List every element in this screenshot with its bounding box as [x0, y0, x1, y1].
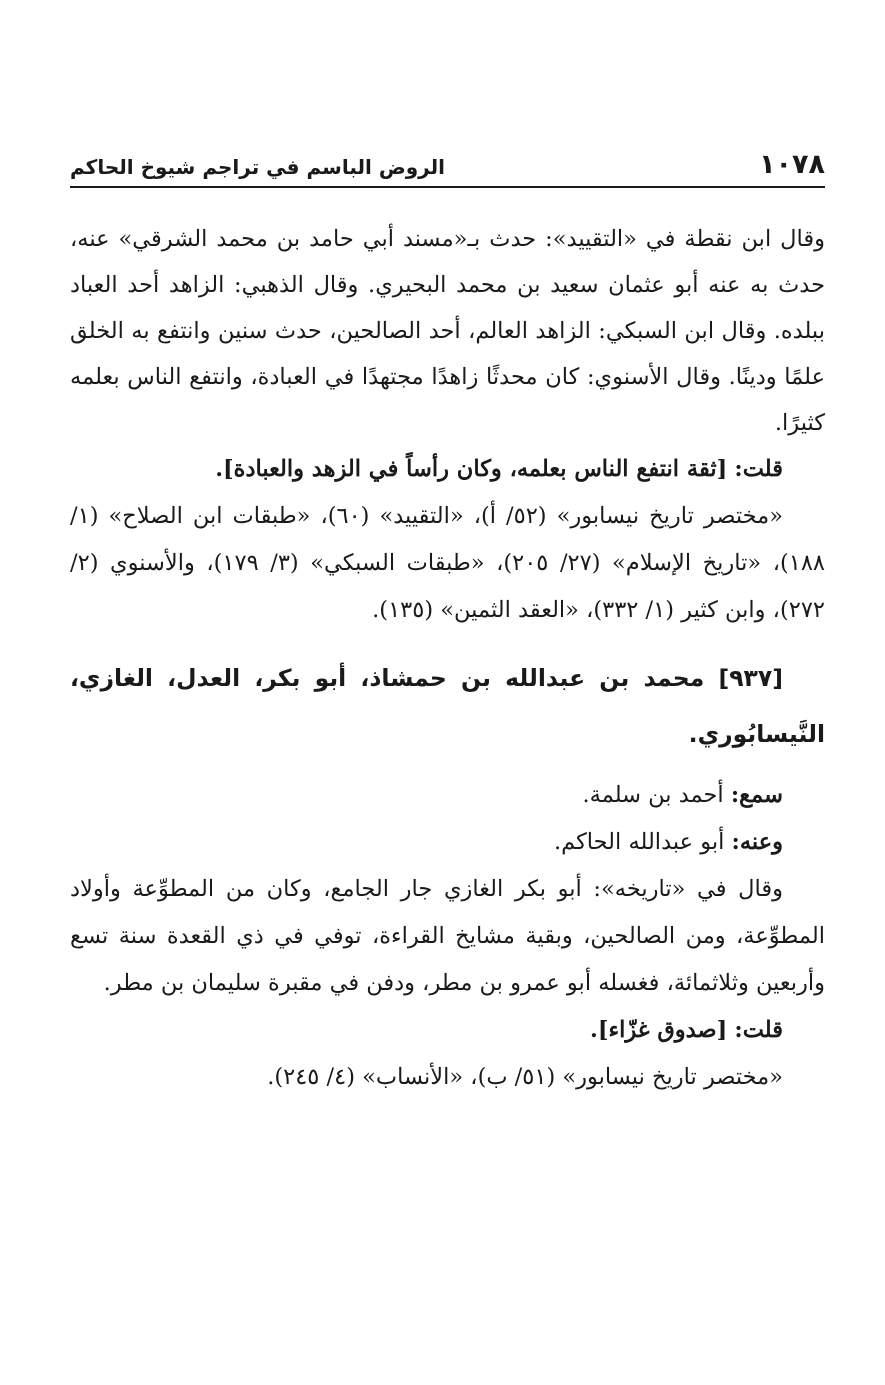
- entry-937-heading: [٩٣٧] محمد بن عبدالله بن حمشاذ، أبو بكر، العدل، الغازي، النَّيسابُوري.: [70, 664, 825, 748]
- verdict-paragraph: [70, 446, 825, 493]
- from-him-text: أبو عبدالله الحاكم.: [553, 829, 725, 855]
- entry-937-body: [70, 772, 825, 1101]
- verdict-text: [صدوق غزّاء].: [590, 1017, 728, 1043]
- from-him-label: وعنه:: [731, 829, 783, 855]
- narrated-by-line: [70, 819, 825, 866]
- verdict-paragraph: [70, 1007, 825, 1054]
- heard-label: سمع:: [730, 782, 783, 808]
- sources-paragraph: «مختصر تاريخ نيسابور» (٥٢/ أ)، «التقييد» (٦٠)، «طبقات ابن الصلاح» (١/ ١٨٨)، «تاريخ الإسلام» (٢٧/ ٢٠٥)، «طبقات السبكي» (٣/ ١٧٩)، والأسنوي (٢/ ٢٧٢)، وابن كثير (١/ ٣٣٢)، «العقد الثمين» (١٣٥).: [70, 503, 825, 623]
- verdict-label: قلت:: [734, 1017, 783, 1043]
- narration-paragraph: وقال في «تاريخه»: أبو بكر الغازي جار الجامع، وكان من المطوِّعة وأولاد المطوِّعة، ومن الصالحين، وبقية مشايخ القراءة، توفي في ذي القعدة سنة تسع وأربعين وثلاثمائة، فغسله أبو عمرو بن مطر، ودفن في مقبرة سليمان بن مطر.: [70, 876, 825, 996]
- sources-paragraph: «مختصر تاريخ نيسابور» (٥١/ ب)، «الأنساب» (٤/ ٢٤٥).: [267, 1064, 783, 1090]
- running-header: [70, 140, 825, 188]
- entry-936-continuation: [70, 216, 825, 634]
- heard-from-line: [70, 772, 825, 819]
- verdict-label: قلت:: [734, 456, 783, 482]
- narration-paragraph: وقال ابن نقطة في «التقييد»: حدث بـ«مسند أبي حامد بن محمد الشرقي» عنه، حدث به عنه أبو عثمان سعيد بن محمد البحيري. وقال الذهبي: الزاهد أحد العباد ببلده. وقال ابن السبكي: الزاهد العالم، أحد الصالحين، حدث سنين وانتفع به الخلق علمًا ودينًا. وقال الأسنوي: كان محدثًا زاهدًا مجتهدًا في العبادة، وانتفع الناس بعلمه كثيرًا.: [70, 226, 825, 436]
- book-page: [70, 140, 825, 1101]
- heard-text: أحمد بن سلمة.: [582, 782, 724, 808]
- verdict-text: [ثقة انتفع الناس بعلمه، وكان رأساً في الزهد والعبادة].: [215, 456, 728, 482]
- page-number: ١٠٧٨: [759, 149, 825, 180]
- book-title: الروض الباسم في تراجم شيوخ الحاكم: [70, 155, 445, 179]
